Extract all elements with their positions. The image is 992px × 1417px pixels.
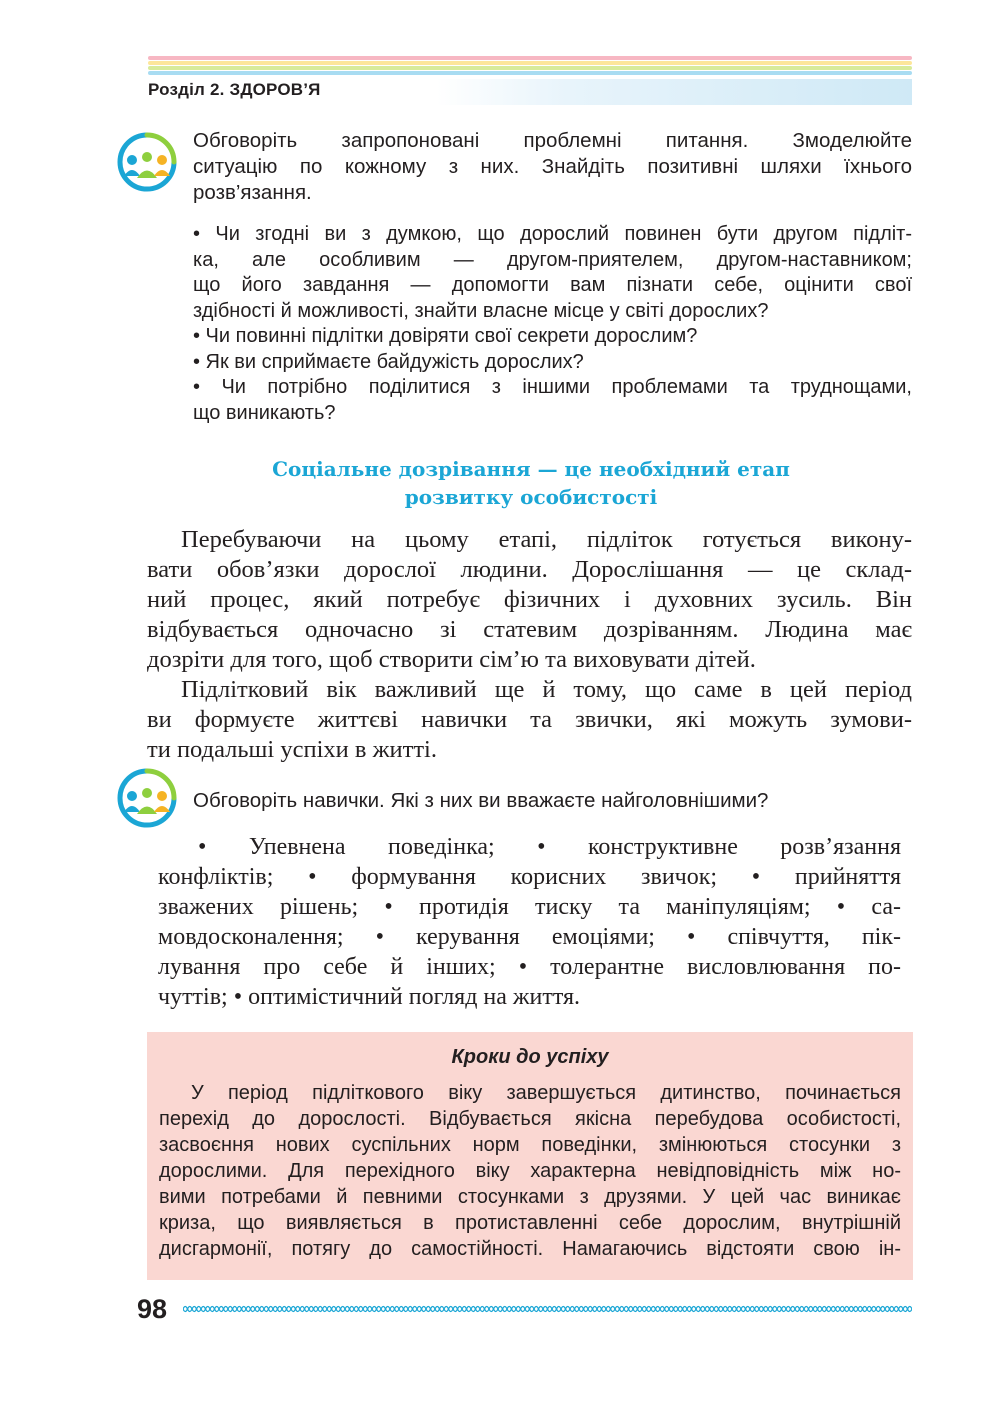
question-line: • Як ви сприймаєте байдужість дорослих? <box>193 350 584 373</box>
body-line: Перебуваючи на цьому етапі, підліток готується викону- <box>181 526 912 553</box>
header-rainbow-stripes <box>148 56 912 78</box>
discussion-prompt: Обговоріть навички. Які з них ви вважаєте найголовнішими? <box>193 789 769 812</box>
skills-line: • Упевнена поведінка; • конструктивне розв’язання <box>198 834 901 860</box>
body-line: ний процес, який потребує фізичних і духовних зусиль. Він <box>147 586 912 613</box>
box-line: криза, що виявляється в протиставленні себе дорослим, внутрішній <box>159 1212 901 1234</box>
box-line: У період підліткового віку завершується дитинство, починається <box>191 1082 901 1104</box>
page-number: 98 <box>137 1294 168 1324</box>
body-line: вати обов’язки дорослої людини. Дорослішання — це склад- <box>147 556 912 583</box>
section-label: Розділ 2. ЗДОРОВ’Я <box>148 80 321 99</box>
box-line: перехід до дорослості. Відбувається якісна перебудова особистості, <box>159 1108 901 1130</box>
skills-line: чуттів; • оптимістичний погляд на життя. <box>158 984 581 1010</box>
group-discussion-icon <box>116 767 178 829</box>
skills-line: лування про себе й інших; • толерантне висловлювання по- <box>158 954 901 980</box>
skills-line: конфліктів; • формування корисних звичок; • прийняття <box>158 864 901 890</box>
intro-line: ситуацію по кожному з них. Знайдіть позитивні шляхи їхнього <box>193 155 912 178</box>
question-line: • Чи потрібно поділитися з іншими проблемами та труднощами, <box>193 376 912 398</box>
question-line: що виникають? <box>193 401 336 424</box>
body-line: відбувається одночасно зі статевим дозріванням. Людина має <box>147 616 912 643</box>
box-title: Кроки до успіху <box>451 1046 609 1068</box>
group-discussion-icon <box>116 131 178 193</box>
body-line: Підлітковий вік важливий ще й тому, що саме в цей період <box>181 676 912 703</box>
body-line: дозріти для того, щоб створити сім’ю та виховувати дітей. <box>147 646 756 673</box>
intro-line: Обговоріть запропоновані проблемні питання. Змоделюйте <box>193 129 912 152</box>
body-line: ти подальші успіхи в житті. <box>147 736 437 763</box>
wave-line-ornament <box>183 1302 912 1316</box>
body-paragraph-2 <box>147 675 912 765</box>
section-heading <box>150 455 912 511</box>
box-line: вими потребами й певними стосунками з друзями. У цей час виникає <box>159 1186 901 1208</box>
skills-line: мовдосконалення; • керування емоціями; • співчуття, пік- <box>158 924 901 950</box>
question-line: • Чи згодні ви з думкою, що дорослий повинен бути другом підліт- <box>193 223 912 245</box>
box-line: дисгармонії, потягу до самостійності. Намагаючись відстояти свою ін- <box>159 1238 901 1260</box>
body-line: ви формуєте життєві навички та звички, які можуть зумови- <box>147 706 912 733</box>
question-line: • Чи повинні підлітки довіряти свої секрети дорослим? <box>193 325 698 347</box>
skills-list <box>158 832 901 1012</box>
box-text <box>159 1080 901 1262</box>
discussion-questions <box>193 222 912 426</box>
question-line: здібності й можливості, знайти власне місце у світі дорослих? <box>193 299 769 322</box>
box-line: дорослими. Для перехідного віку характерна невідповідність між но- <box>159 1160 901 1182</box>
steps-to-success-box <box>147 1032 913 1280</box>
question-line: ка, але особливим — другом-приятелем, другом-наставником; <box>193 248 912 271</box>
heading-line-2: розвитку особистості <box>404 485 658 509</box>
question-line: що його завдання — допомогти вам пізнати себе, оцінити свої <box>193 274 912 296</box>
discussion-intro <box>193 128 912 232</box>
box-line: засвоєння нових суспільних норм поведінки, змінюються стосунки з <box>159 1134 901 1156</box>
body-paragraph-1 <box>147 525 912 675</box>
skills-line: зважених рішень; • протидія тиску та маніпуляціям; • са- <box>158 894 901 920</box>
heading-line-1: Соціальне дозрівання — це необхідний етап <box>272 457 790 481</box>
intro-line: розв’язання. <box>193 181 312 204</box>
